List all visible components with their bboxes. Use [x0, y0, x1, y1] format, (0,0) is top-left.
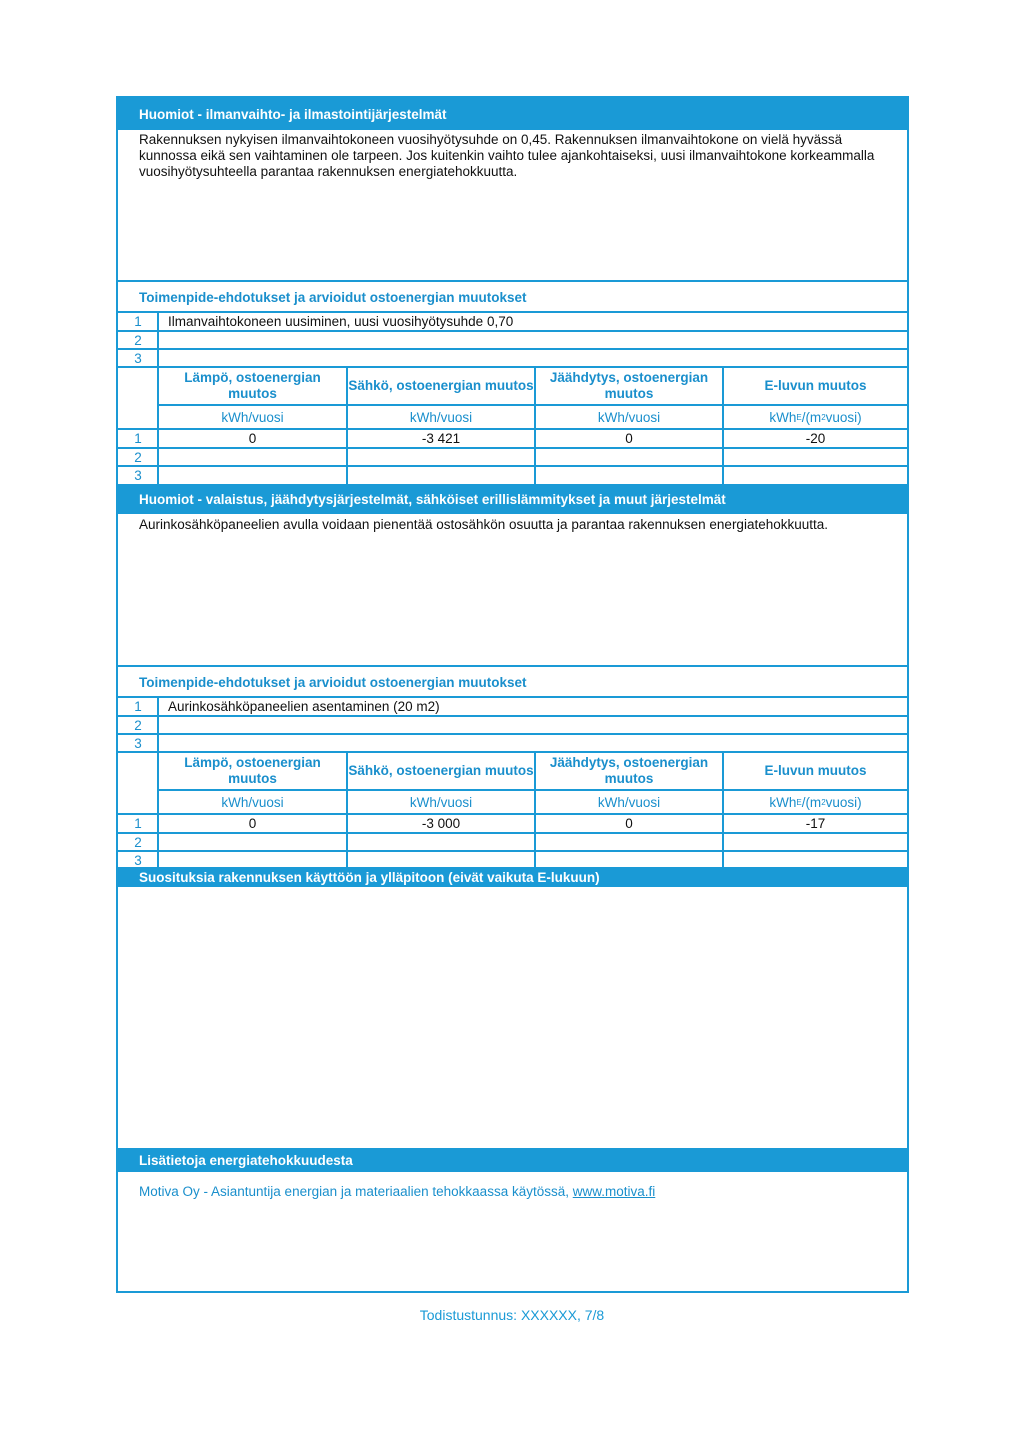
row-number: 3: [134, 468, 142, 483]
col-header-cooling: Jäähdytys, ostoenergian muutos: [549, 755, 709, 786]
value-cooling: 0: [625, 816, 633, 831]
value-cooling: 0: [625, 431, 633, 446]
measure-number: 3: [134, 735, 142, 751]
col-header-heat: Lämpö, ostoenergian muutos: [184, 370, 321, 401]
row-number: 1: [134, 431, 142, 446]
measure-number: 3: [134, 350, 142, 366]
section-header-ventilation: [118, 98, 907, 130]
unit-e-value: kWh E /(m 2 vuosi): [769, 794, 862, 810]
divider: [118, 715, 907, 717]
section-header-lighting-cooling: [118, 484, 907, 514]
motiva-link[interactable]: www.motiva.fi: [572, 1184, 656, 1199]
col-header-e-value: E-luvun muutos: [764, 763, 867, 778]
unit-heat: kWh/vuosi: [221, 794, 284, 810]
value-heat: 0: [248, 816, 257, 831]
row-number: 2: [134, 450, 142, 465]
certificate-footer: Todistustunnus: XXXXXX, 7/8: [419, 1307, 605, 1323]
measure-number: 2: [134, 332, 142, 348]
divider: [118, 850, 907, 852]
more-info-description: Motiva Oy - Asiantuntija energian ja materiaalien tehokkaassa käytössä,: [139, 1184, 573, 1199]
measure-number: 1: [134, 698, 142, 714]
measure-number: 2: [134, 717, 142, 733]
ventilation-remarks: Rakennuksen nykyisen ilmanvaihtokoneen vuosihyötysuhde on 0,45. Rakennuksen ilmanvaihtokone on vielä hyvässä kunnossa eikä sen vaihtaminen ole tarpeen. Jos kuitenkin vaihto tulee ajankohtaiseksi, uusi ilmanvaihtokone korkeammalla vuosihyötysuhteella parantaa rakennuksen energiatehokkuutta.: [139, 132, 875, 179]
divider: [118, 465, 907, 467]
col-header-electricity: Sähkö, ostoenergian muutos: [348, 378, 534, 393]
col-header-cooling: Jäähdytys, ostoenergian muutos: [549, 370, 709, 401]
lighting-remarks: Aurinkosähköpaneelien avulla voidaan pienentää ostosähkön osuutta ja parantaa rakennuksen energiatehokkuutta.: [139, 517, 829, 532]
col-header-heat: Lämpö, ostoenergian muutos: [184, 755, 321, 786]
unit-heat: kWh/vuosi: [221, 409, 284, 425]
unit-e-value: kWh E /(m 2 vuosi): [769, 409, 862, 425]
unit-electricity: kWh/vuosi: [409, 794, 473, 810]
value-electricity: -3 000: [421, 816, 461, 831]
section-header-text: Huomiot - ilmanvaihto- ja ilmastointijärjestelmät: [139, 106, 447, 122]
value-e-value: -17: [805, 816, 826, 831]
value-heat: 0: [248, 431, 257, 446]
measure-number: 1: [134, 313, 142, 329]
section-header-text: Lisätietoja energiatehokkuudesta: [139, 1152, 353, 1168]
measure-description: Ilmanvaihtokoneen uusiminen, uusi vuosihyötysuhde 0,70: [168, 313, 514, 329]
section-header-text: Huomiot - valaistus, jäähdytysjärjestelmät, sähköiset erillislämmitykset ja muut järjestelmät: [139, 491, 726, 507]
divider: [118, 832, 907, 834]
value-e-value: -20: [805, 431, 826, 446]
divider: [118, 348, 907, 350]
section-header-more-info: [118, 1148, 907, 1172]
row-number: 3: [134, 852, 142, 868]
unit-cooling: kWh/vuosi: [597, 794, 661, 810]
divider: [118, 447, 907, 449]
divider: [118, 330, 907, 332]
unit-cooling: kWh/vuosi: [597, 409, 661, 425]
col-header-electricity: Sähkö, ostoenergian muutos: [348, 763, 534, 778]
divider: [118, 733, 907, 735]
more-info-text: [139, 1184, 893, 1200]
energy-certificate-page: [116, 96, 909, 1293]
measures-header-text: Toimenpide-ehdotukset ja arvioidut ostoenergian muutokset: [139, 674, 527, 690]
value-electricity: -3 421: [421, 431, 461, 446]
row-number: 1: [134, 816, 142, 831]
measures-header-2: [118, 665, 907, 697]
row-number: 2: [134, 835, 142, 850]
unit-electricity: kWh/vuosi: [409, 409, 473, 425]
measure-description: Aurinkosähköpaneelien asentaminen (20 m2): [168, 698, 440, 714]
section-header-recommendations: [118, 867, 907, 887]
measures-header-text: Toimenpide-ehdotukset ja arvioidut ostoenergian muutokset: [139, 289, 527, 305]
section-header-text: Suosituksia rakennuksen käyttöön ja ylläpitoon (eivät vaikuta E-lukuun): [139, 869, 600, 885]
col-header-e-value: E-luvun muutos: [764, 378, 867, 393]
measures-header-1: [118, 280, 907, 312]
